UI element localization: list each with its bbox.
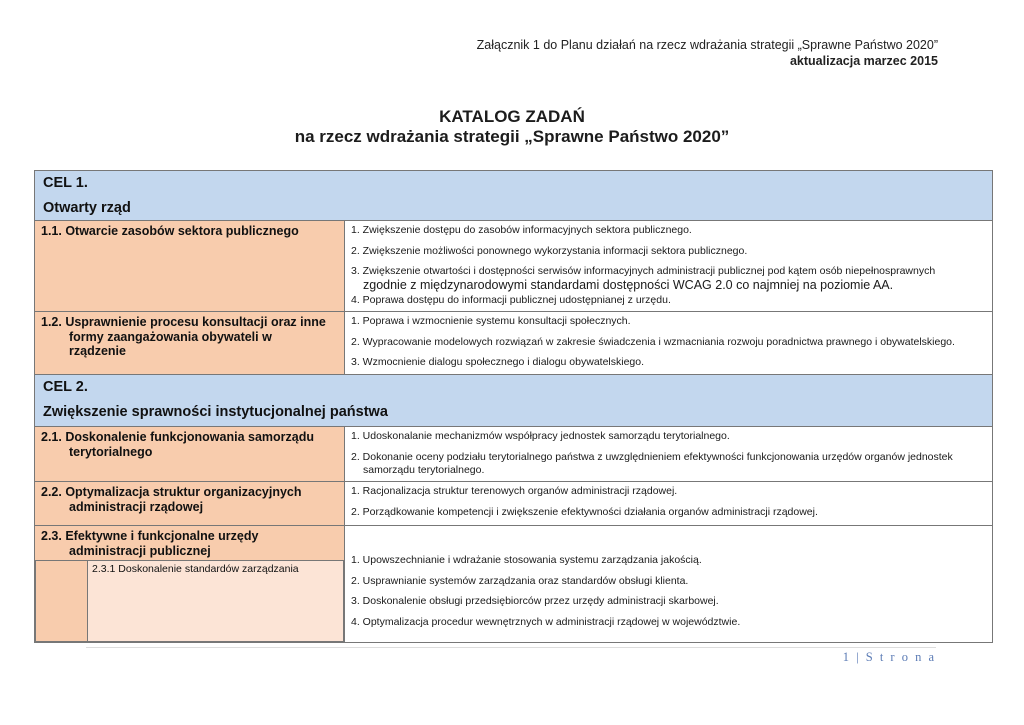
area-2-2-title-line-2: administracji rządowej bbox=[69, 499, 204, 514]
task-continuation: zgodnie z międzynarodowymi standardami dostępności WCAG 2.0 co najmniej na poziomie AA. bbox=[363, 278, 894, 292]
task-text: 2. Dokonanie oceny podziału terytorialnego państwa z uwzględnieniem efektywności funkcjonowania urzędów organów jednostek bbox=[351, 450, 953, 463]
task-item: 1. Poprawa i wzmocnienie systemu konsultacji społecznych. bbox=[351, 315, 631, 327]
page-number: 1 | S t r o n a bbox=[842, 650, 936, 664]
goal-1-name: Otwarty rząd bbox=[43, 200, 131, 216]
footer-divider bbox=[86, 647, 936, 648]
area-row-2-1 bbox=[35, 427, 993, 482]
title-line-1: KATALOG ZADAŃ bbox=[439, 107, 585, 126]
document-header-note bbox=[477, 37, 938, 69]
area-2-1-title: 2.1. Doskonalenie funkcjonowania samorządu bbox=[41, 430, 314, 444]
task-item: 1. Upowszechnianie i wdrażanie stosowania systemu zarządzania jakością. bbox=[351, 554, 702, 566]
title-line-2: na rzecz wdrażania strategii „Sprawne Państwo 2020” bbox=[294, 127, 730, 146]
goal-1-cell bbox=[35, 171, 993, 221]
area-2-1-title-line-2: terytorialnego bbox=[69, 444, 153, 459]
goal-2-name: Zwiększenie sprawności instytucjonalnej państwa bbox=[43, 404, 388, 420]
task-item: 3. Wzmocnienie dialogu społecznego i dialogu obywatelskiego. bbox=[351, 356, 645, 368]
area-1-1-title: 1.1. Otwarcie zasobów sektora publicznego bbox=[41, 224, 299, 238]
area-2-3-title-line-2: administracji publicznej bbox=[69, 543, 211, 558]
goal-row-1 bbox=[35, 171, 993, 221]
task-continuation: samorządu terytorialnego. bbox=[363, 463, 485, 476]
area-row-1-2 bbox=[35, 312, 993, 375]
header-annex-line: Załącznik 1 do Planu działań na rzecz wdrażania strategii „Sprawne Państwo 2020” bbox=[476, 38, 938, 52]
goal-2-cell bbox=[35, 375, 993, 427]
area-2-2-title: 2.2. Optymalizacja struktur organizacyjnych bbox=[41, 485, 302, 499]
task-item: 1. Zwiększenie dostępu do zasobów informacyjnych sektora publicznego. bbox=[351, 224, 692, 236]
area-1-2-title-line-2: formy zaangażowania obywateli w bbox=[69, 329, 272, 344]
area-1-2-title: 1.2. Usprawnienie procesu konsultacji oraz inne bbox=[41, 315, 326, 329]
task-item bbox=[351, 265, 986, 293]
task-item: 2. Wypracowanie modelowych rozwiązań w zakresie świadczenia i wzmacniania rozwoju poradnictwa prawnego i obywatelskiego. bbox=[351, 335, 955, 348]
task-item: 1. Racjonalizacja struktur terenowych organów administracji rządowej. bbox=[351, 485, 678, 497]
area-row-2-2 bbox=[35, 482, 993, 526]
area-row-1-1 bbox=[35, 221, 993, 312]
area-2-2-tasks bbox=[345, 482, 993, 526]
area-1-2-cell bbox=[35, 312, 345, 375]
subarea-2-3-1: 2.3.1 Doskonalenie standardów zarządzania bbox=[88, 561, 344, 642]
area-row-2-3 bbox=[35, 526, 993, 643]
subarea-table bbox=[35, 560, 344, 642]
task-item: 1. Udoskonalanie mechanizmów współpracy jednostek samorządu terytorialnego. bbox=[351, 430, 730, 442]
header-update-line: aktualizacja marzec 2015 bbox=[789, 54, 938, 68]
area-1-2-tasks bbox=[345, 312, 993, 375]
area-2-1-cell bbox=[35, 427, 345, 482]
subarea-spacer bbox=[36, 561, 88, 642]
task-item: 2. Zwiększenie możliwości ponownego wykorzystania informacji sektora publicznego. bbox=[351, 244, 748, 257]
task-item bbox=[351, 451, 986, 477]
area-2-1-tasks bbox=[345, 427, 993, 482]
task-catalog-table bbox=[34, 170, 993, 643]
area-2-3-title: 2.3. Efektywne i funkcjonalne urzędy bbox=[41, 529, 259, 543]
task-item: 2. Porządkowanie kompetencji i zwiększenie efektywności działania organów administracji rządowej. bbox=[351, 505, 818, 518]
area-1-1-tasks bbox=[345, 221, 993, 312]
area-2-2-cell bbox=[35, 482, 345, 526]
task-item: 2. Usprawnianie systemów zarządzania oraz standardów obsługi klienta. bbox=[351, 574, 689, 587]
document-title bbox=[0, 107, 1024, 147]
goal-row-2 bbox=[35, 375, 993, 427]
goal-1-number: CEL 1. bbox=[43, 175, 88, 191]
task-item: 3. Doskonalenie obsługi przedsiębiorców przez urzędy administracji skarbowej. bbox=[351, 595, 719, 607]
area-2-3-tasks bbox=[345, 526, 993, 643]
area-1-1-cell bbox=[35, 221, 345, 312]
task-item: 4. Poprawa dostępu do informacji publicznej udostępnianej z urzędu. bbox=[351, 294, 671, 306]
task-item: 4. Optymalizacja procedur wewnętrznych w administracji rządowej w województwie. bbox=[351, 615, 741, 628]
area-2-3-cell bbox=[35, 526, 345, 643]
task-text: 3. Zwiększenie otwartości i dostępności serwisów informacyjnych administracji publicznej pod kątem osób niepełnosprawnych bbox=[351, 265, 936, 277]
area-1-2-title-line-3: rządzenie bbox=[69, 344, 126, 358]
goal-2-number: CEL 2. bbox=[43, 379, 88, 395]
